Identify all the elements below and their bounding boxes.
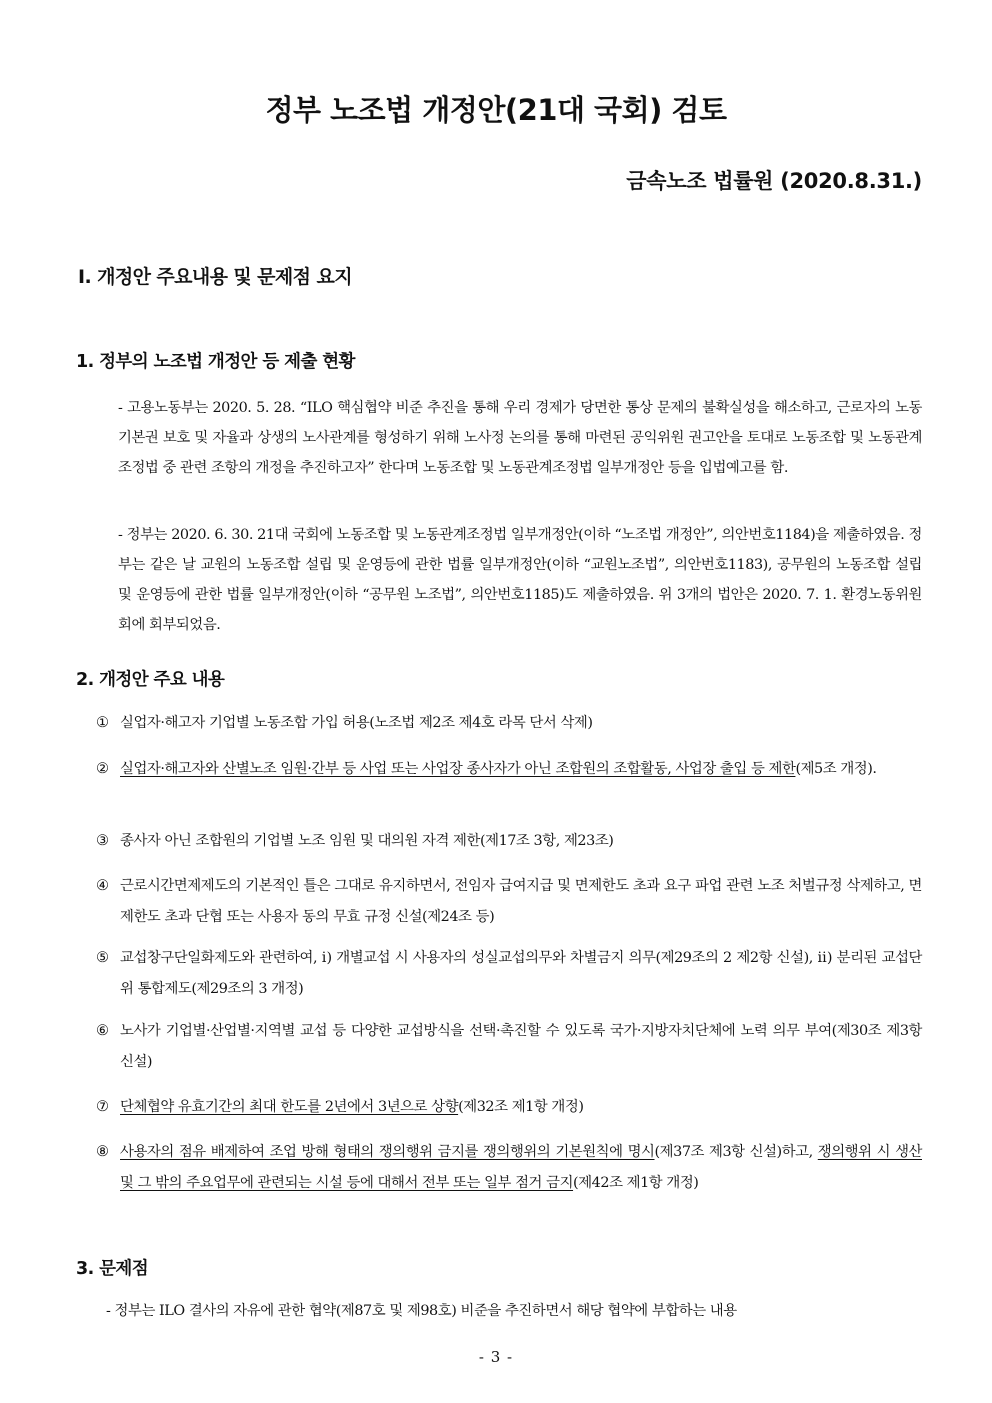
underlined-text: 사용자의 점유 배제하여 조업 방해 형태의 쟁의행위 금지를 쟁의행위의 기본원칙에 명시 (120, 1144, 655, 1160)
section-heading-problems: 3. 문제점 (76, 1259, 149, 1279)
item-text-rest: (제32조 제1항 개정) (458, 1099, 584, 1115)
item-number: ① (96, 715, 109, 731)
item-text: 교섭창구단일화제도와 관련하여, ⅰ) 개별교섭 시 사용자의 성실교섭의무와 차별금지 의무(제29조의 2 제2항 신설), ⅱ) 분리된 교섭단위 통합제도(제29조의 3 개정) (120, 950, 922, 997)
section-heading-status: 1. 정부의 노조법 개정안 등 제출 현황 (76, 352, 355, 372)
list-item (96, 1137, 922, 1199)
underlined-text: 실업자·해고자와 산별노조 임원·간부 등 사업 또는 사업장 종사자가 아닌 조합원의 조합활동, 사업장 출입 등 제한 (120, 761, 796, 777)
list-item (96, 1016, 922, 1078)
item-text (96, 754, 922, 785)
item-number: ⑤ (96, 950, 109, 966)
item-text (96, 1092, 922, 1123)
list-item (96, 826, 922, 857)
list-item (96, 708, 922, 739)
document-title: 정부 노조법 개정안(21대 국회) 검토 (265, 93, 727, 127)
list-item (96, 1092, 922, 1123)
part-heading: Ⅰ. 개정안 주요내용 및 문제점 요지 (78, 266, 352, 288)
underlined-text: 단체협약 유효기간의 최대 한도를 2년에서 3년으로 상향 (120, 1099, 459, 1115)
list-item (96, 871, 922, 933)
item-number: ③ (96, 833, 109, 849)
paragraph-text: - 정부는 ILO 결사의 자유에 관한 협약(제87호 및 제98호) 비준을 추진하면서 해당 협약에 부합하는 내용 (106, 1303, 737, 1319)
item-text (96, 1137, 922, 1199)
item-text-rest: (제42조 제1항 개정) (573, 1175, 699, 1191)
list-item (96, 943, 922, 1005)
item-number: ⑧ (96, 1144, 109, 1160)
paragraph-text: - 정부는 2020. 6. 30. 21대 국회에 노동조합 및 노동관계조정법 일부개정안(이하 “노조법 개정안”, 의안번호1184)을 제출하였음. 정부는 같은 날 교원의 노동조합 설립 및 운영등에 관한 법률 일부개정안(이하 “교원노조법”, 의안번호1183), 공무원의 노동조합 설립 및 운영등에 관한 법률 일부개정안(이하 “공무원 노조법”, 의안번호1185)도 제출하였음. 위 3개의 법안은 2020. 7. 1. 환경노동위원회에 회부되었음. (118, 527, 922, 633)
document-author-date: 금속노조 법률원 (2020.8.31.) (626, 169, 922, 193)
item-number: ② (96, 761, 109, 777)
paragraph-announcement (96, 393, 922, 483)
paragraph-problems (96, 1296, 922, 1326)
item-text: 종사자 아닌 조합원의 기업별 노조 임원 및 대의원 자격 제한(제17조 3항, 제23조) (120, 833, 614, 849)
item-text: 노사가 기업별·산업별·지역별 교섭 등 다양한 교섭방식을 선택·촉진할 수 있도록 국가·지방자치단체에 노력 의무 부여(제30조 제3항 신설) (120, 1023, 922, 1070)
item-text: 실업자·해고자 기업별 노동조합 가입 허용(노조법 제2조 제4호 라목 단서 삭제) (120, 715, 593, 731)
item-number: ⑦ (96, 1099, 109, 1115)
item-text: 근로시간면제제도의 기본적인 틀은 그대로 유지하면서, 전임자 급여지급 및 면제한도 초과 요구 파업 관련 노조 처벌규정 삭제하고, 면제한도 초과 단협 또는 사용자 동의 무효 규정 신설(제24조 등) (120, 878, 922, 925)
underlined-text: 쟁의행위 시 생산 및 그 밖의 주요업무에 관련되는 시설 등에 대해서 전부 또는 일부 점거 금지 (120, 1144, 922, 1191)
item-text-mid: (제37조 제3항 신설)하고, (654, 1144, 818, 1160)
item-number: ④ (96, 878, 109, 894)
page-number: - 3 - (478, 1348, 514, 1366)
section-heading-main-content: 2. 개정안 주요 내용 (76, 670, 225, 690)
item-text-rest: (제5조 개정). (795, 761, 877, 777)
paragraph-text: - 고용노동부는 2020. 5. 28. “ILO 핵심협약 비준 추진을 통해 우리 경제가 당면한 통상 문제의 불확실성을 해소하고, 근로자의 노동기본권 보호 및 자율과 상생의 노사관계를 형성하기 위해 노사정 논의를 통해 마련된 공익위원 권고안을 토대로 노동조합 및 노동관계조정법 중 관련 조항의 개정을 추진하고자” 한다며 노동조합 및 노동관계조정법 일부개정안 등을 입법예고를 함. (118, 400, 922, 476)
paragraph-submission (96, 520, 922, 640)
list-item (96, 754, 922, 785)
item-number: ⑥ (96, 1023, 109, 1039)
